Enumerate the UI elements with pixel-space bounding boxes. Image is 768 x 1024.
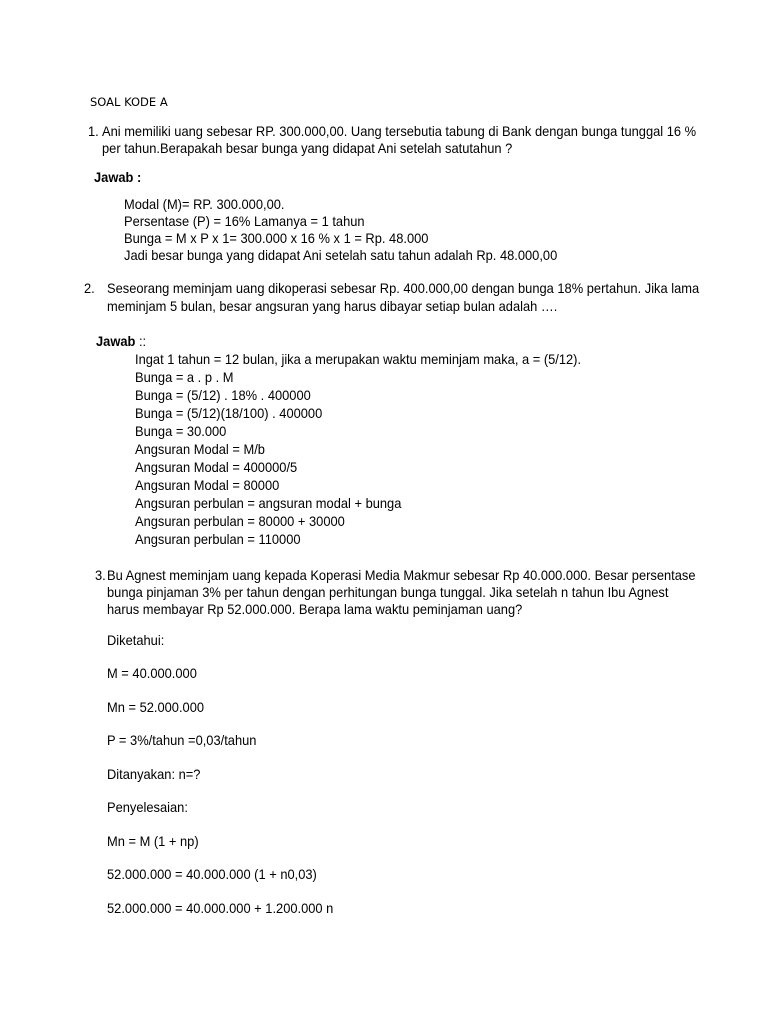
q1-answer-line: Persentase (P) = 16% Lamanya = 1 tahun xyxy=(124,213,365,229)
q3-answer-line: Ditanyakan: n=? xyxy=(107,766,201,782)
q3-answer-line: Mn = M (1 + np) xyxy=(107,833,199,849)
q2-answer-line: Bunga = (5/12)(18/100) . 400000 xyxy=(135,405,323,421)
q3-text-line-3: harus membayar Rp 52.000.000. Berapa lama waktu peminjaman uang? xyxy=(107,601,523,617)
q1-answer-line: Bunga = M x P x 1= 300.000 x 16 % x 1 = Rp. 48.000 xyxy=(124,230,429,246)
q2-answer-line: Angsuran Modal = 400000/5 xyxy=(135,459,298,475)
q3-answer-line: 52.000.000 = 40.000.000 (1 + n0,03) xyxy=(107,866,317,882)
q1-answer-label: Jawab : xyxy=(94,169,142,185)
q3-answer-line: P = 3%/tahun =0,03/tahun xyxy=(107,732,257,748)
q3-answer-line: Penyelesaian: xyxy=(107,799,188,815)
q3-answer-line: Mn = 52.000.000 xyxy=(107,699,205,715)
q2-answer-line: Angsuran Modal = 80000 xyxy=(135,477,280,493)
q1-answer-line: Modal (M)= RP. 300.000,00. xyxy=(124,196,285,212)
q1-number: 1. xyxy=(88,123,99,139)
q3-answer-line: 52.000.000 = 40.000.000 + 1.200.000 n xyxy=(107,900,334,916)
q2-answer-label-row xyxy=(96,332,146,350)
q2-answer-label-suffix: :: xyxy=(138,333,147,349)
q2-number: 2. xyxy=(84,280,95,296)
q2-text-line-1: Seseorang meminjam uang dikoperasi sebesar Rp. 400.000,00 dengan bunga 18% pertahun. Jika lama xyxy=(107,280,700,296)
q3-text-line-1: Bu Agnest meminjam uang kepada Koperasi Media Makmur sebesar Rp 40.000.000. Besar persentase xyxy=(107,567,696,583)
q2-answer-label: Jawab xyxy=(96,333,139,349)
q2-answer-line: Bunga = a . p . M xyxy=(135,369,234,385)
q3-answer-line: M = 40.000.000 xyxy=(107,665,197,681)
q2-text-line-2: meminjam 5 bulan, besar angsuran yang harus dibayar setiap bulan adalah …. xyxy=(107,298,558,314)
q2-answer-line: Angsuran perbulan = 80000 + 30000 xyxy=(135,513,345,529)
q1-answer-line: Jadi besar bunga yang didapat Ani setelah satu tahun adalah Rp. 48.000,00 xyxy=(124,247,558,263)
q2-answer-line: Angsuran perbulan = 110000 xyxy=(135,531,301,547)
q1-text-line-2: per tahun.Berapakah besar bunga yang didapat Ani setelah satutahun ? xyxy=(102,140,513,156)
q3-answer-line: Diketahui: xyxy=(107,632,165,648)
q3-number: 3. xyxy=(95,567,106,583)
q3-text-line-2: bunga pinjaman 3% per tahun dengan perhitungan bunga tunggal. Jika setelah n tahun Ibu Agnest xyxy=(107,584,669,600)
document-title: SOAL KODE A xyxy=(90,95,168,109)
q2-answer-line: Angsuran Modal = M/b xyxy=(135,441,265,457)
q2-answer-line: Bunga = 30.000 xyxy=(135,423,227,439)
q2-answer-line: Bunga = (5/12) . 18% . 400000 xyxy=(135,387,311,403)
q2-answer-line: Angsuran perbulan = angsuran modal + bunga xyxy=(135,495,402,511)
q2-answer-line: Ingat 1 tahun = 12 bulan, jika a merupakan waktu meminjam maka, a = (5/12). xyxy=(135,351,582,367)
q1-text-line-1: Ani memiliki uang sebesar RP. 300.000,00. Uang tersebutia tabung di Bank dengan bunga tunggal 16 % xyxy=(102,123,697,139)
